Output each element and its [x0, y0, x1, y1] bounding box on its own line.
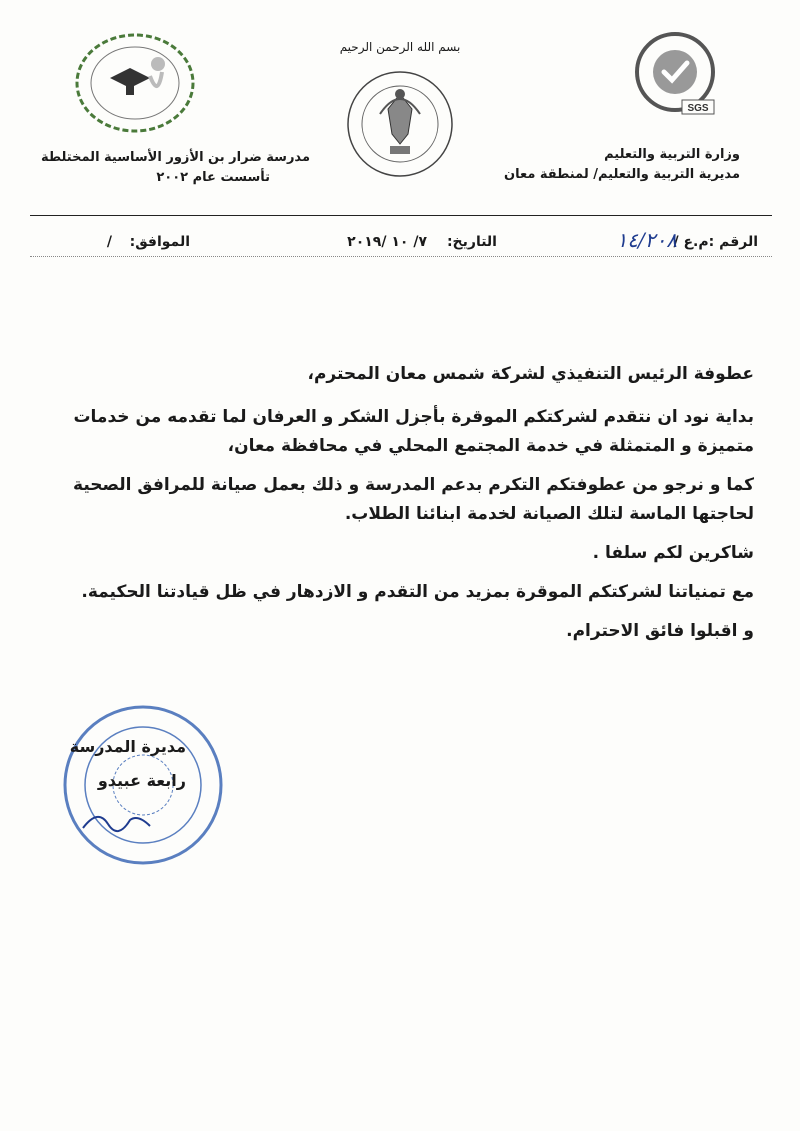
paragraph-request: كما و نرجو من عطوفتكم التكرم بدعم المدرسة و ذلك بعمل صيانة للمرافق الصحية لحاجتها الماسة لتلك الصيانة لخدمة ابنائنا الطلاب.	[73, 475, 754, 524]
sgs-certification-logo	[630, 30, 720, 120]
school-logo	[70, 28, 200, 138]
svg-text:SGS: SGS	[687, 103, 709, 114]
letter-body	[39, 360, 754, 656]
ref-number-label: الرقم :م.ع /	[673, 234, 758, 250]
paragraph-wishes: مع تمنياتنا لشركتكم الموقرة بمزيد من التقدم و الازدهار في ظل قيادتنا الحكيمة.	[81, 582, 754, 602]
signatory-name: رابعة عبيدو	[97, 771, 186, 790]
paragraph-thanks: بداية نود ان نتقدم لشركتكم الموقرة بأجزل الشكر و العرفان لما تقدمه من خدمات متميزة و المتمثلة في خدمة المجتمع المحلي في محافظة معان،	[73, 407, 754, 456]
signature-block	[36, 730, 186, 798]
ref-number-value: ١٤/٢٠٨	[616, 228, 677, 252]
hijri-date-label: الموافق:	[129, 234, 190, 250]
directorate-name: مديرية التربية والتعليم/ لمنطقة معان	[504, 167, 740, 182]
ministry-name: وزارة التربية والتعليم	[604, 147, 740, 162]
signatory-title: مديرة المدرسة	[69, 737, 186, 756]
date-value: ٧/ ١٠ /٢٠١٩	[347, 234, 427, 250]
reference-line	[30, 228, 772, 258]
school-block	[40, 148, 310, 188]
school-founded: تأسست عام ٢٠٠٢	[156, 170, 270, 185]
hijri-date-value: /	[106, 234, 112, 250]
salutation: عطوفة الرئيس التنفيذي لشركة شمس معان المحترم،	[307, 364, 754, 384]
handwritten-signature	[78, 800, 158, 840]
paragraph-gratitude: شاكرين لكم سلفا .	[592, 543, 754, 563]
closing: و اقبلوا فائق الاحترام.	[566, 621, 754, 641]
ministry-block	[410, 145, 740, 185]
school-name: مدرسة ضرار بن الأزور الأساسية المختلطة	[40, 150, 310, 165]
date-label: التاريخ:	[446, 234, 497, 250]
reference-underline	[30, 256, 772, 257]
header-divider	[30, 215, 772, 216]
basmala: بسم الله الرحمن الرحيم	[339, 40, 461, 54]
